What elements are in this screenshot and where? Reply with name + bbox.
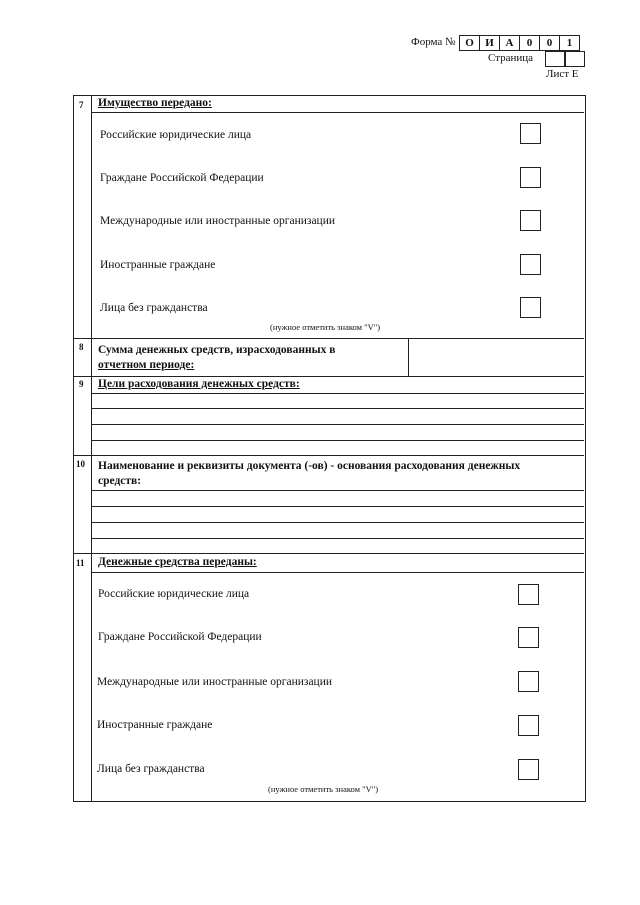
input-line[interactable] [91,490,584,491]
form-code-char: О [459,35,480,51]
form-code [460,35,580,51]
divider [91,112,584,113]
form-code-char: 0 [519,35,540,51]
input-line[interactable] [91,522,584,523]
checkbox-russian-legal-entities[interactable] [520,123,541,144]
section-title: Цели расходования денежных средств: [98,378,300,390]
page-number-field[interactable] [545,51,566,67]
divider [73,376,584,377]
option-label: Российские юридические лица [98,588,250,600]
page-number-field[interactable] [564,51,585,67]
checkbox-russian-legal-entities[interactable] [518,584,539,605]
option-label: Граждане Российской Федерации [98,631,262,643]
option-label: Российские юридические лица [100,129,252,141]
divider [73,455,584,456]
divider [91,572,584,573]
section-title-line: средств: [98,475,142,487]
form-code-char: И [479,35,500,51]
form-code-char: А [499,35,520,51]
section-number: 10 [76,459,85,469]
input-line[interactable] [91,408,584,409]
section-title-line: Сумма денежных средств, израсходованных в [98,344,336,356]
option-label: Иностранные граждане [97,719,213,731]
note: (нужное отметить знаком "V") [270,322,381,332]
checkbox-russian-citizens[interactable] [518,627,539,648]
divider [73,553,584,554]
divider [73,338,584,339]
form-code-char: 1 [559,35,580,51]
input-line[interactable] [91,506,584,507]
page-label: Страница [488,52,534,64]
option-label: Международные или иностранные организации [100,215,336,227]
input-line[interactable] [91,538,584,539]
checkbox-stateless-persons[interactable] [520,297,541,318]
input-line[interactable] [91,393,584,394]
checkbox-international-organizations[interactable] [520,210,541,231]
checkbox-international-organizations[interactable] [518,671,539,692]
section-number: 8 [79,342,84,352]
section-title: Имущество передано: [98,97,212,109]
option-label: Иностранные граждане [100,259,216,271]
section-number: 7 [79,100,84,110]
section-title [98,459,520,489]
section-title: Денежные средства переданы: [98,556,257,568]
section-title [98,343,335,373]
option-label: Лица без гражданства [97,763,205,775]
note: (нужное отметить знаком "V") [268,784,379,794]
amount-field[interactable] [410,340,582,374]
form-table [73,95,586,802]
section-number: 11 [76,558,85,568]
number-column-divider [91,95,92,801]
form-number-label: Форма № [411,36,456,48]
section-number: 9 [79,379,84,389]
amount-field-divider [408,338,409,376]
option-label: Лица без гражданства [100,302,208,314]
option-label: Граждане Российской Федерации [100,172,264,184]
sheet-label: Лист Е [546,68,579,80]
input-line[interactable] [91,424,584,425]
section-title-line: Наименование и реквизиты документа (-ов) - основания расходования денежных [98,460,521,472]
checkbox-foreign-citizens[interactable] [520,254,541,275]
form-code-char: 0 [539,35,560,51]
input-line[interactable] [91,440,584,441]
option-label: Международные или иностранные организации [97,676,333,688]
checkbox-stateless-persons[interactable] [518,759,539,780]
checkbox-foreign-citizens[interactable] [518,715,539,736]
checkbox-russian-citizens[interactable] [520,167,541,188]
section-title-line: отчетном периоде: [98,359,195,371]
